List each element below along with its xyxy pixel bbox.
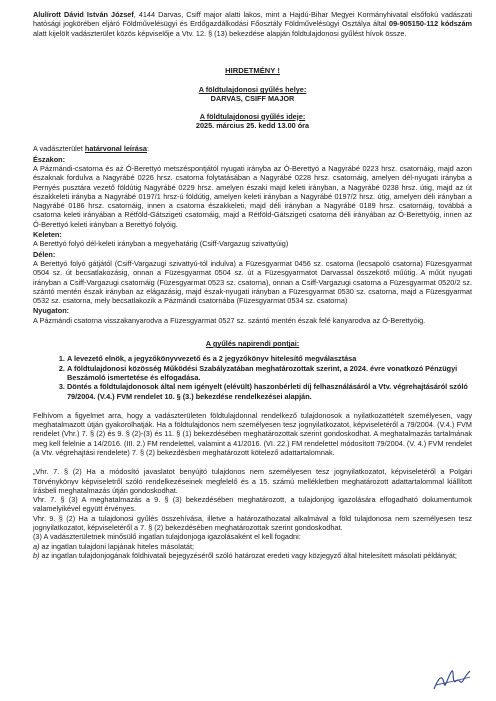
- boundary-intro-label: határvonal leírása: [84, 144, 147, 154]
- meeting-time-value: 2025. március 25. kedd 13.00 óra: [195, 121, 310, 131]
- signature-image: [430, 663, 474, 697]
- intro-name: Alulírott Dávid István József: [33, 10, 134, 19]
- notice-title: HIRDETMÉNY !: [225, 65, 280, 75]
- west-text: A Pázmándi csatorna visszakanyarodva a Füzesgyarmat 0527 sz. szántó mentén észak felé kanyarodva az Ó-Berettyóig.: [33, 315, 426, 325]
- quote-paragraph: Vhr. 9. § (2) Ha a tulajdonosi gyűlés összehívása, illetve a határozathozatal alkalmával a föld tulajdonosa nem személyesen tesz jognyilatkozatot, képviseletéről a 7. § (2) bekezdésében meghatározottak szerint gondoskodhat.: [33, 513, 472, 533]
- regulation-quote: [33, 467, 472, 560]
- boundary-intro-suffix: :: [146, 144, 150, 154]
- intro-text-2: alatt kijelölt vadászterület közös képviselője a Vtv. 12. § (13) bekezdése alapján földtulajdonosi gyűlést hívok össze.: [33, 28, 407, 38]
- quote-item-a: [33, 542, 472, 551]
- meeting-place-value: DARVAS, CSIFF MAJOR: [210, 94, 295, 104]
- quote-item-a-text: az ingatlan tulajdoni lapjának hiteles másolatát;: [39, 541, 195, 551]
- east-text: A Berettyó folyó dél-keleti irányban a megyehatárig (Csiff-Vargazug szivattyúig): [33, 239, 289, 249]
- meeting-time-label: A földtulajdonosi gyűlés ideje:: [199, 111, 306, 121]
- agenda-list: [33, 354, 472, 400]
- quote-paragraph: Vhr. 7. § (3) A meghatalmazás a 9. § (3) bekezdésében meghatározott, a tulajdonjog igazolására elfogadható dokumentumok valamelyikével együtt érvényes.: [33, 495, 472, 514]
- intro-text-1: , 4144 Darvas, Csiff major alatti lakos, mint a Hajdú-Bihar Megyei Kormányhivatal elsőfokú vadászati hatósági jogkörében eljáró Földművelésügyi és Erdőgazdálkodási Főosztály Földművelésügyi Osztálya által: [33, 10, 472, 29]
- north-label: Északon:: [33, 154, 66, 164]
- agenda-title: A gyűlés napirendi pontjai:: [205, 339, 300, 349]
- quote-item-b-letter: b): [33, 550, 40, 560]
- quote-paragraph: (3) A vadászterületnek minősülő ingatlan tulajdonjoga igazolásaként el kell fogadni:: [33, 532, 301, 542]
- boundary-intro: [33, 144, 472, 153]
- intro-code: 09-905150-112 kódszám: [389, 19, 472, 29]
- north-text: A Pázmándi-csatorna és az Ó-Berettyó metszéspontjától nyugati irányba az Ó-Berettyó a Nagyrábé 0223 hrsz. csatornáig, majd azon északnak fordulva a Nagyrábé 0226 hrsz. csatorna folytatásában a Nagyrábé 0228 hrsz. csatornáig, amelyen dél-nyugati irányba a Pernyés pusztára vezető földútig Nagyrábé 0229 hrsz. amelyen északi majd keleti irányban, a Nagyrábé 0238 hrsz. útig, majd az út északkeleti irányba a Nagyrábé 0197/1 hrsz-ú földútig, amelyen keleti irányban a Nagyrábé 0197/2 hrsz. útig, amelyen déli irányban a Nagyrábé 0186 hrsz. csatornáig, innen a csatorna északkeleti, majd déli irányban a Nagyrábé 0189 hrsz. csatornáig, továbbá a csatorna keleti irányában a Rétföld-Gátszigeti csatornáig, majd a Rétföld-Gátszigeti csatorna déli irányában az Ó-Berettyóig, innen az Ó-Berettyó keleti irányban a Berettyó folyóig.: [33, 163, 472, 229]
- quote-item-b-text: az ingatlan tulajdonjogának földhivatali bejegyzéséről szóló határozat eredeti vagy közjegyző által hitelesített másolati példányát;: [39, 550, 457, 560]
- quote-item-b: [33, 551, 472, 560]
- boundary-intro-prefix: A vadászterület: [33, 144, 85, 154]
- agenda-item: 2. A földtulajdonosi közösség Működési Szabályzatában meghatározottak szerint, a 2024. évre vonatkozó Pénzügyi Beszámoló ismertetése és elfogadása.: [67, 364, 472, 383]
- agenda-item: 3. Döntés a földtulajdonosok által nem igényelt (elévült) haszonbérleti díj felhasználásáról a Vtv. végrehajtásáról szóló 79/2004. (V.4.) FVM rendelet 10. § (3.) bekezdése rendelkezései alapján.: [67, 382, 472, 401]
- proxy-notice: Felhívom a figyelmet arra, hogy a vadászterületen földtulajdonnal rendelkező tulajdonosok a nyilatkozattételt személyesen, vagy meghatalmazott útján gyakorolhatják. Ha a földtulajdonos nem személyesen tesz jognyilatkozatot, képviseletéről a 79/2004. (V.4.) FVM rendelet (Vhr.) 7. § (2) és 9. § (2)-(3) és 11. § (1) bekezdésében meghatározottak szerint gondoskodhat. A meghatalmazás tartalmának meg kell felelnie a 14/2016. (III. 2.) FM rendelettel, valamint a 41/2016. (VI. 22.) FM rendelettel módosított 79/2004. (V. 4.) FVM rendelet (a Vtv. végrehajtási rendelete) 7. § (2) bekezdésben meghatározott kötelező adattartalomnak.: [33, 410, 472, 457]
- quote-item-a-letter: a): [33, 541, 40, 551]
- west-label: Nyugaton:: [33, 306, 70, 316]
- south-text: A Berettyó folyó gátjától (Csiff-Vargazugi szivattyú-tól indulva) a Füzesgyarmat 0456 sz. csatorna (lecsapoló csatorna) Füzesgyarmat 0504 sz. út becsatlakozásig, onnan a Füzesgyarmat 0504 sz. út a Füzesgyarmatot Darvassal összekötő műútig. A műút nyugati irányban a Csiff-Vargazugi csatornáig (Füzesgyarmat 0523 sz. csatorna), onnan a Csiff-Vargazugi csatorna a Füzesgyarmat 0520/2 sz. szántó mentén észak irányban az elágazásig, majd észak-nyugati irányban a Füzesgyarmat 0530 sz. csatorna, majd a Füzesgyarmat 0532 sz. csatorna, mely becsatlakozik a Pázmándi csatornába (Füzesgyarmat 0534 sz. csatorna): [33, 258, 472, 306]
- south-label: Délen:: [33, 249, 56, 259]
- east-label: Keleten:: [33, 230, 62, 240]
- agenda-item: 1. A levezető elnök, a jegyzőkönyvvezető és a 2 jegyzőkönyv hitelesítő megválasztása: [67, 354, 472, 363]
- quote-paragraph: „Vhr. 7. § (2) Ha a módosító javaslatot benyújtó tulajdonos nem személyesen tesz jognyilatkozatot, képviseletéről a Polgári Törvénykönyv képviseletről szóló rendelkezéseinek megfelelő és a 15. számú mellékletben meghatározott adattartalommal kiállított írásbeli meghatalmazás útján gondoskodhat.: [33, 467, 472, 495]
- intro-paragraph: [33, 10, 472, 38]
- meeting-place-label: A földtulajdonosi gyűlés helye:: [198, 85, 307, 95]
